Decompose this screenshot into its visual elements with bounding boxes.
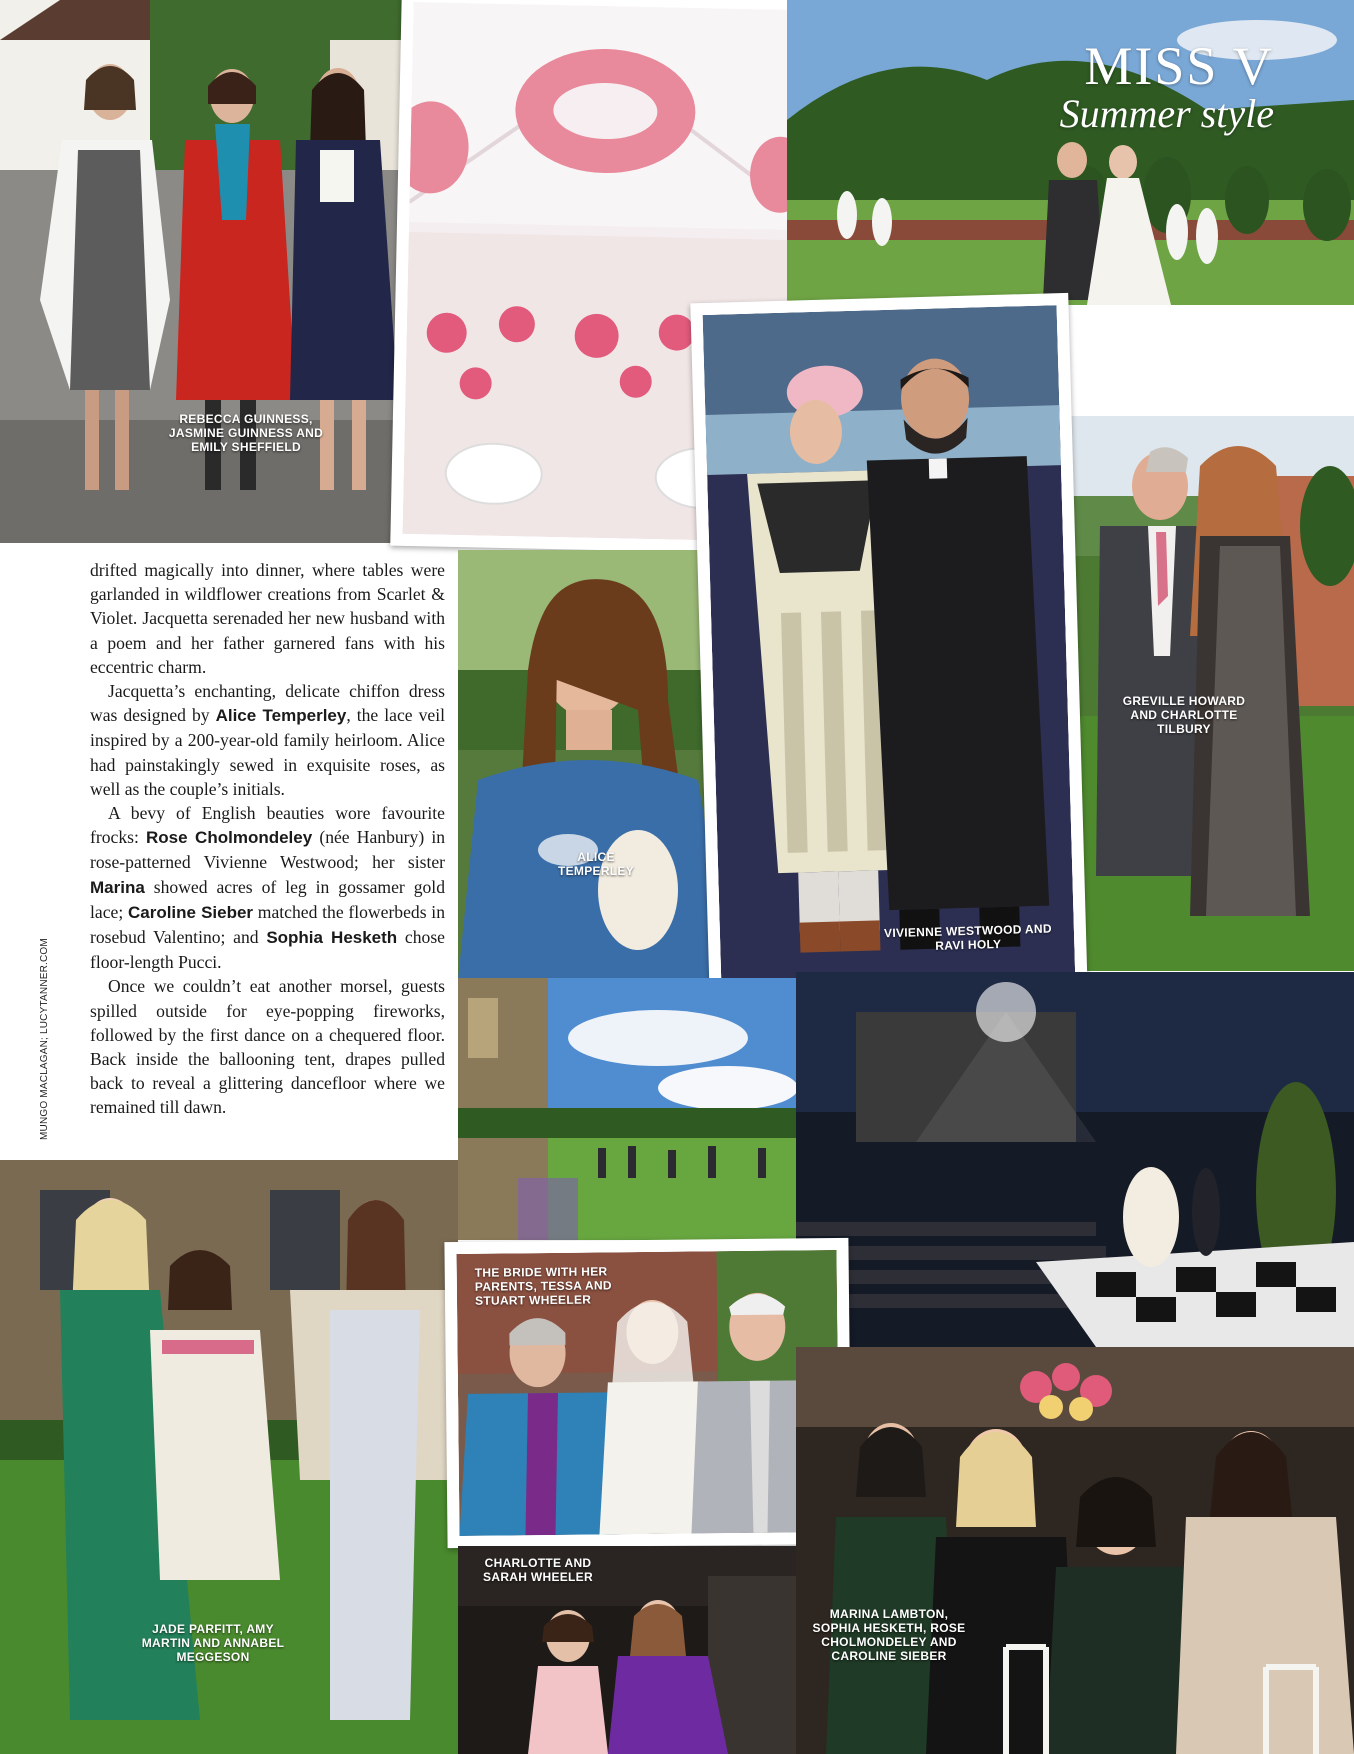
caption-bride: THE BRIDE WITH HER PARENTS, TESSA AND STUART WHEELER <box>474 1264 612 1308</box>
photo-first-dance <box>796 972 1354 1347</box>
photo-dinner-image <box>796 1347 1354 1754</box>
article-paragraph-2 <box>90 679 445 801</box>
photo-parfitt-image <box>0 1160 458 1754</box>
photo-dinner-group <box>796 1347 1354 1754</box>
masthead <box>1060 38 1274 134</box>
caption-wheeler: CHARLOTTE AND SARAH WHEELER <box>483 1556 593 1584</box>
caption-lambton: MARINA LAMBTON, SOPHIA HESKETH, ROSE CHOLMONDELEY AND CAROLINE SIEBER <box>812 1607 966 1663</box>
photo-guinness-image <box>0 0 408 543</box>
p2-text-c: , the lace veil inspired by a 200-year-old family heirloom. Alice had painstakingly sewed in exquisite roses, as well as the couple’s initials. <box>90 705 445 799</box>
p3-text-a: A bevy of English beauties wore favourite frocks: <box>90 803 445 848</box>
masthead-subtitle: Summer style <box>1059 91 1274 136</box>
photo-parfitt-trio <box>0 1160 458 1754</box>
p3-text-g: matched the flowerbeds in rosebud Valentino; and <box>90 901 445 948</box>
caption-guinness: REBECCA GUINNESS, JASMINE GUINNESS AND EMILY SHEFFIELD <box>168 412 324 454</box>
p3-text-c: (née Hanbury) in rose-patterned Vivienne Westwood; her sister <box>90 827 446 873</box>
p3-text-e: showed acres of leg in gossamer gold lace; <box>90 876 445 922</box>
photo-greville-howard <box>1040 416 1354 971</box>
article-body <box>90 558 445 1120</box>
p2-text-a: Jacquetta’s enchanting, delicate chiffon dress was designed by <box>90 681 445 726</box>
photo-bride-parents-frame <box>444 1238 851 1548</box>
photo-wheeler-sisters <box>458 1546 796 1754</box>
photo-credit: MUNGO MACLAGAN; LUCYTANNER.COM <box>39 938 50 1140</box>
caption-westwood: VIVIENNE WESTWOOD AND RAVI HOLY <box>883 921 1053 953</box>
name-sophia-hesketh: Sophia Hesketh <box>266 928 398 948</box>
photo-guinness-trio <box>0 0 408 543</box>
name-alice-temperley: Alice Temperley <box>215 706 347 726</box>
photo-garden-party <box>458 978 796 1240</box>
name-rose-cholmondeley: Rose Cholmondeley <box>146 828 313 848</box>
article-paragraph-1: drifted magically into dinner, where tables were garlanded in wildflower creations from Scarlet & Violet. Jacquetta serenaded her new husband with a poem and her father garnered fans with his eccentric charm. <box>90 560 445 677</box>
article-paragraph-4: Once we couldn’t eat another morsel, guests spilled outside for eye-popping fireworks, followed by the first dance on a chequered floor. Back inside the ballooning tent, drapes pulled back to reveal a glittering dancefloor where we remained till dawn. <box>90 976 445 1118</box>
p3-text-i: chose floor-length Pucci. <box>90 927 445 973</box>
caption-parfitt: JADE PARFITT, AMY MARTIN AND ANNABEL MEGGESON <box>141 1622 285 1664</box>
photo-alice-temperley <box>458 550 731 980</box>
photo-westwood-image <box>703 305 1076 991</box>
caption-howard: GREVILLE HOWARD AND CHARLOTTE TILBURY <box>1122 694 1246 736</box>
masthead-title: MISS V <box>1084 36 1274 96</box>
photo-dance-image <box>796 972 1354 1347</box>
name-marina: Marina <box>90 877 145 897</box>
name-caroline-sieber: Caroline Sieber <box>127 902 254 922</box>
photo-westwood-frame <box>690 293 1087 1003</box>
photo-temperley-image <box>458 550 731 980</box>
photo-garden-image <box>458 978 796 1240</box>
photo-westwood <box>703 305 1076 991</box>
caption-temperley: ALICE TEMPERLEY <box>558 850 635 878</box>
article-paragraph-3 <box>90 801 445 974</box>
